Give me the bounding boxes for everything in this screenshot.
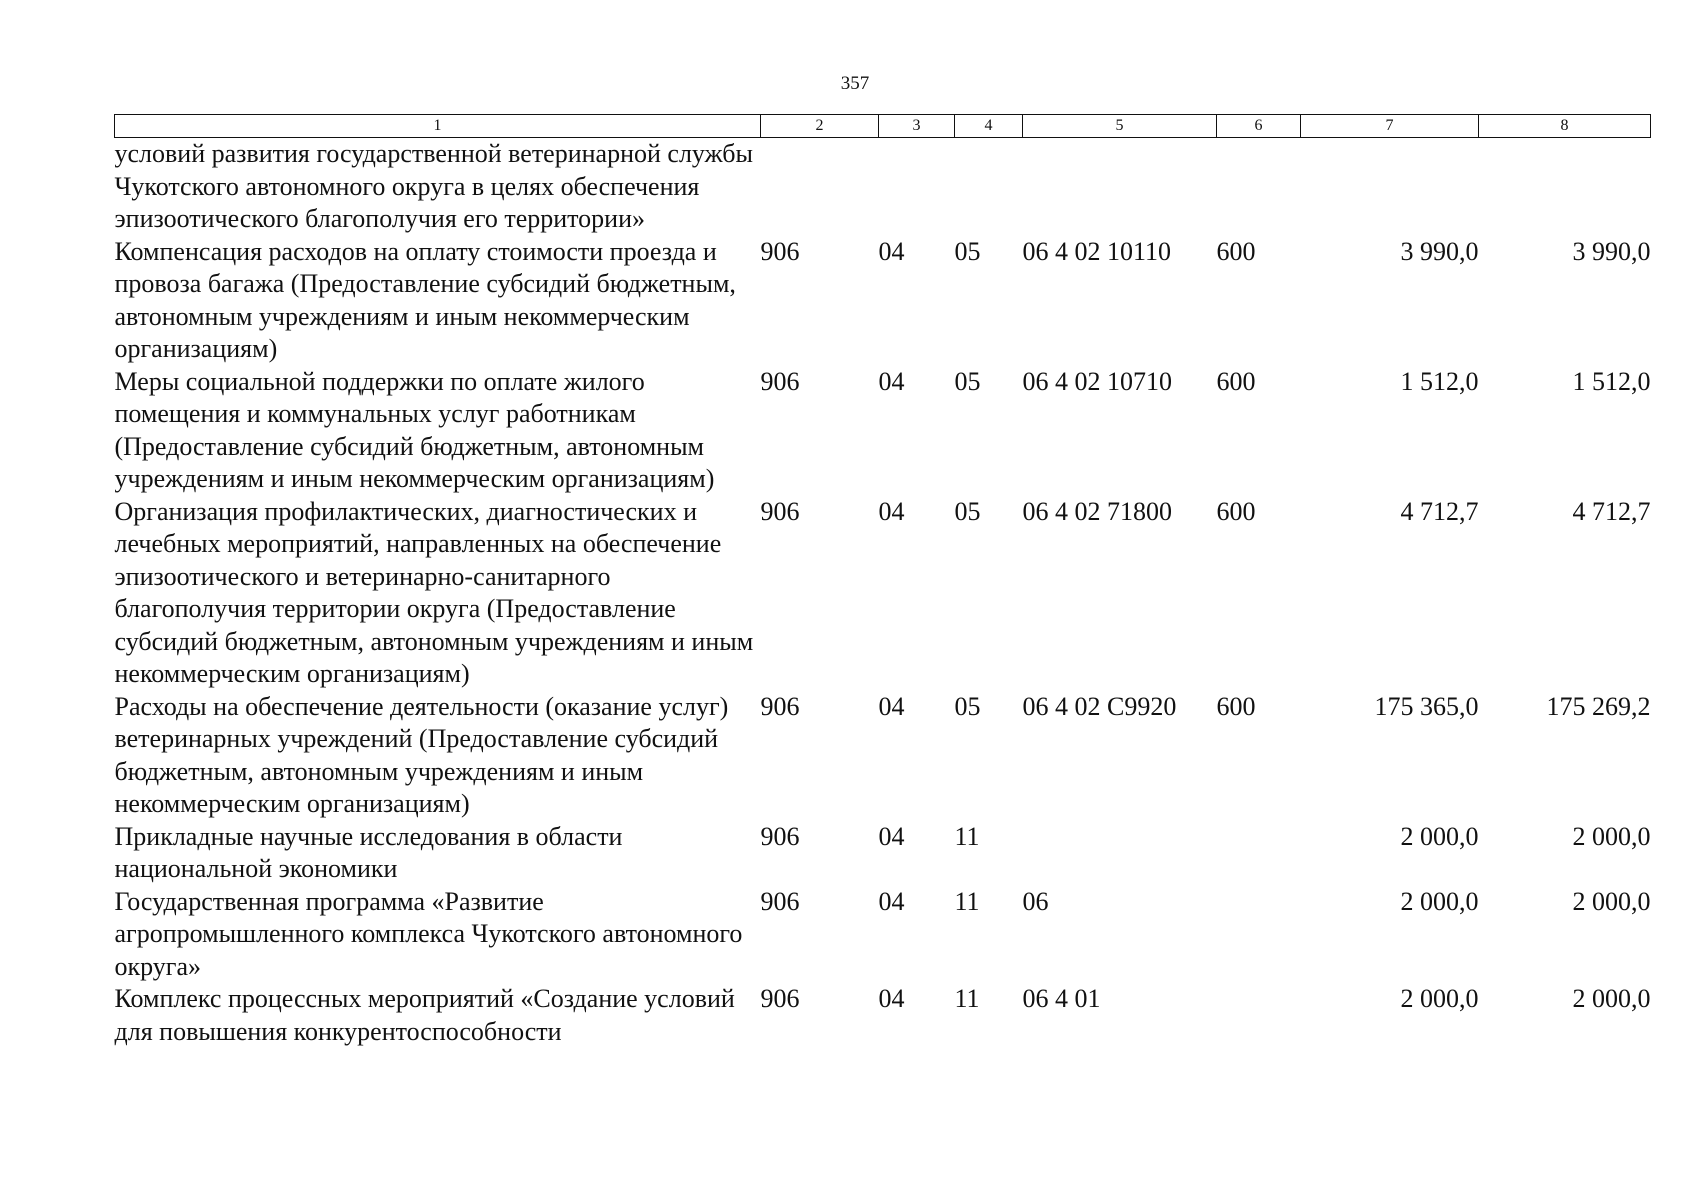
table-row — [115, 138, 1651, 236]
row-expense-type — [1217, 821, 1301, 886]
header-col-1: 1 — [115, 115, 761, 138]
row-target-article — [1023, 138, 1217, 236]
header-col-4: 4 — [955, 115, 1023, 138]
header-col-2: 2 — [761, 115, 879, 138]
row-subsection-code: 05 — [954, 691, 981, 721]
row-amount-2: 175 269,2 — [1546, 691, 1651, 721]
row-amount-1: 175 365,0 — [1374, 691, 1479, 721]
row-description: Компенсация расходов на оплату стоимости проезда и провоза багажа (Предоставление субсидий бюджетным, автономным учреждениям и иным некоммерческим организациям) — [114, 236, 736, 363]
row-ministry-code: 906 — [760, 366, 800, 396]
row-target-article — [1023, 821, 1217, 886]
row-amount-1: 2 000,0 — [1400, 821, 1479, 851]
row-ministry-code: 906 — [760, 984, 800, 1013]
row-ministry-code: 906 — [760, 821, 800, 851]
row-section-code: 04 — [878, 886, 905, 916]
row-section-code — [879, 138, 955, 236]
row-section-code: 04 — [878, 984, 905, 1013]
row-subsection-code — [955, 138, 1023, 236]
table-body — [115, 138, 1651, 1049]
row-target-article: 06 4 02 10710 — [1022, 366, 1172, 396]
row-amount-2: 2 000,0 — [1572, 821, 1651, 851]
row-ministry-code: 906 — [760, 691, 800, 721]
row-target-article: 06 4 02 71800 — [1022, 496, 1172, 526]
row-amount-2: 4 712,7 — [1572, 496, 1651, 526]
table-row — [115, 821, 1651, 886]
row-description: Организация профилактических, диагностических и лечебных мероприятий, направленных на обеспечение эпизоотического и ветеринарно-санитарного благополучия территории округа (Предоставление субсидий бюджетным, автономным учреждениям и иным некоммерческим организациям) — [114, 496, 754, 688]
row-ministry-code: 906 — [760, 886, 800, 916]
budget-table — [114, 114, 1651, 1048]
row-description: Меры социальной поддержки по оплате жилого помещения и коммунальных услуг работникам (Предоставление субсидий бюджетным, автономным учреждениям и иным некоммерческим организациям) — [114, 366, 715, 493]
row-ministry-code — [761, 138, 879, 236]
header-col-5: 5 — [1023, 115, 1217, 138]
row-amount-2: 2 000,0 — [1572, 984, 1651, 1013]
row-section-code: 04 — [878, 236, 905, 266]
row-subsection-code: 11 — [954, 984, 980, 1013]
row-section-code: 04 — [878, 691, 905, 721]
row-amount-1: 2 000,0 — [1400, 984, 1479, 1013]
row-amount-2: 2 000,0 — [1572, 886, 1651, 916]
row-section-code: 04 — [878, 366, 905, 396]
row-target-article: 06 4 01 — [1022, 984, 1101, 1013]
table-row — [115, 496, 1651, 691]
row-subsection-code: 11 — [954, 886, 980, 916]
row-section-code: 04 — [878, 821, 905, 851]
table-header — [115, 115, 1651, 138]
row-expense-type: 600 — [1216, 236, 1256, 266]
table-row — [115, 886, 1651, 984]
row-expense-type: 600 — [1216, 691, 1256, 721]
header-col-7: 7 — [1301, 115, 1479, 138]
header-col-8: 8 — [1479, 115, 1651, 138]
row-description: Прикладные научные исследования в области национальной экономики — [114, 821, 623, 883]
row-expense-type — [1217, 983, 1301, 1048]
header-row — [115, 115, 1651, 138]
row-amount-1: 1 512,0 — [1400, 366, 1479, 396]
row-amount-2: 3 990,0 — [1572, 236, 1651, 266]
row-target-article: 06 — [1022, 886, 1049, 916]
row-ministry-code: 906 — [760, 496, 800, 526]
budget-table-container — [114, 114, 1650, 1048]
row-description: Расходы на обеспечение деятельности (оказание услуг) ветеринарных учреждений (Предоставление субсидий бюджетным, автономным учреждениям и иным некоммерческим организациям) — [114, 691, 729, 818]
row-amount-1: 2 000,0 — [1400, 886, 1479, 916]
table-row — [115, 236, 1651, 366]
row-description: Государственная программа «Развитие агропромышленного комплекса Чукотского автономного округа» — [114, 886, 743, 981]
row-section-code: 04 — [878, 496, 905, 526]
row-target-article: 06 4 02 С9920 — [1022, 691, 1177, 721]
row-amount-1 — [1301, 138, 1479, 236]
row-target-article: 06 4 02 10110 — [1022, 236, 1172, 266]
row-ministry-code: 906 — [760, 236, 800, 266]
row-subsection-code: 05 — [954, 496, 981, 526]
row-subsection-code: 05 — [954, 236, 981, 266]
row-description: Комплекс процессных мероприятий «Создание условий для повышения конкурентоспособности — [114, 984, 735, 1046]
table-row — [115, 366, 1651, 496]
row-description: условий развития государственной ветеринарной службы Чукотского автономного округа в целях обеспечения эпизоотического благополучия его территории» — [114, 139, 753, 233]
header-col-3: 3 — [879, 115, 955, 138]
row-subsection-code: 11 — [954, 821, 980, 851]
row-amount-1: 3 990,0 — [1400, 236, 1479, 266]
row-amount-2 — [1479, 138, 1651, 236]
row-expense-type — [1217, 886, 1301, 984]
row-amount-2: 1 512,0 — [1572, 366, 1651, 396]
row-expense-type: 600 — [1216, 366, 1256, 396]
row-expense-type — [1217, 138, 1301, 236]
table-row — [115, 983, 1651, 1048]
table-row — [115, 691, 1651, 821]
page-number: 357 — [840, 73, 870, 94]
row-expense-type: 600 — [1216, 496, 1256, 526]
row-amount-1: 4 712,7 — [1400, 496, 1479, 526]
header-col-6: 6 — [1217, 115, 1301, 138]
row-subsection-code: 05 — [954, 366, 981, 396]
